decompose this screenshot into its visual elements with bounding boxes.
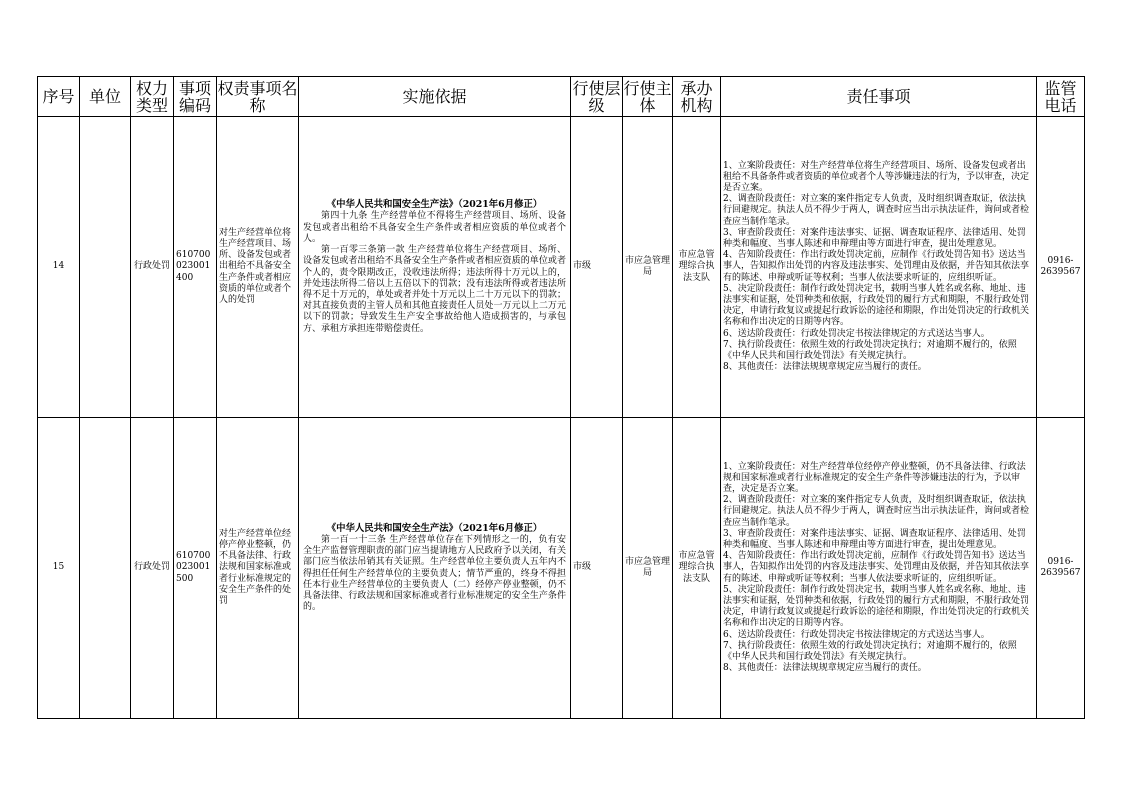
basis-cell (299, 418, 571, 719)
subject-cell (623, 117, 673, 418)
responsibility-item: 1、立案阶段责任：对生产经营单位将生产经营项目、场所、设备发包或者出租给不具备条件或者资质的单位或者个人等涉嫌违法的行为，予以审查，决定是否立案。 (723, 160, 1030, 193)
basis-cell (299, 117, 571, 418)
responsibility-item: 8、其他责任：法律法规规章规定应当履行的责任。 (723, 663, 927, 674)
name-cell (217, 117, 299, 418)
phone-cell (1037, 418, 1085, 719)
basis-paragraph: 第四十九条 生产经营单位不得将生产经营项目、场所、设备发包或者出租给不具备安全生产条件或者相应资质的单位或者个人。 (303, 211, 566, 244)
basis-paragraph: 第一百一十三条 生产经营单位存在下列情形之一的，负有安全生产监督管理职责的部门应当提请地方人民政府予以关闭，有关部门应当依法吊销其有关证照。生产经营单位主要负责人五年内不得担任任何生产经营单位的主要负责人；情节严重的，终身不得担任本行业生产经营单位的主要负责人（二）经停产停业整顿，仍不具备法律、行政法规和国家标准或者行业标准规定的安全生产条件的。 (303, 534, 566, 613)
responsibility-item: 7、执行阶段责任：依照生效的行政处罚决定执行；对逾期不履行的，依照《中华人民共和国行政处罚法》有关规定执行。 (723, 640, 1017, 663)
level-text: 市级 (573, 261, 592, 272)
header-cell: 承办机构 (673, 77, 721, 117)
agency-text: 市应急管理综合执法支队 (678, 551, 715, 584)
responsibility-item: 8、其他责任：法律法规规章规定应当履行的责任。 (723, 362, 927, 373)
unit-cell (80, 418, 131, 719)
code-text: 610700023001400 (176, 250, 211, 283)
table-row (38, 418, 1085, 719)
agency-text: 市应急管理综合执法支队 (678, 250, 715, 283)
code-cell (174, 418, 217, 719)
name-text: 对生产经营单位经停产停业整顿，仍不具备法律、行政法规和国家标准或者行业标准规定的安全生产条件的处罚 (219, 528, 292, 606)
subject-cell (623, 418, 673, 719)
subject-text: 市应急管理局 (625, 255, 671, 277)
seq-cell: 14 (38, 117, 80, 418)
name-cell (217, 418, 299, 719)
responsibility-cell (721, 418, 1037, 719)
code-cell (174, 117, 217, 418)
header-cell: 行使层级 (572, 78, 621, 115)
header-cell: 责任事项 (721, 77, 1037, 117)
seq-cell: 15 (38, 418, 80, 719)
responsibility-item: 4、告知阶段责任：作出行政处罚决定前，应制作《行政处罚告知书》送达当事人，告知拟作出处罚的内容及违法事实、处罚理由及依据，并告知其依法享有的陈述、申辩或听证等权利；当事人依法要求听证的，应组织听证。 (723, 250, 1030, 283)
power-type-cell: 行政处罚 (131, 117, 174, 418)
header-cell: 行使主体 (623, 78, 672, 115)
header-cell: 权力类型 (131, 77, 174, 117)
table-row (38, 117, 1085, 418)
phone-text: 0916-2639567 (1040, 556, 1081, 578)
subject-text: 市应急管理局 (625, 556, 671, 578)
responsibility-item: 4、告知阶段责任：作出行政处罚决定前，应制作《行政处罚告知书》送达当事人，告知拟作出处罚的内容及违法事实、处罚理由及依据，并告知其依法享有的陈述、申辩或听证等权利；当事人依法要求听证的，应组织听证。 (723, 551, 1030, 584)
basis-title: 《中华人民共和国安全生产法》（2021年6月修正） (326, 199, 543, 211)
responsibility-item: 7、执行阶段责任：依照生效的行政处罚决定执行；对逾期不履行的，依照《中华人民共和国行政处罚法》有关规定执行。 (723, 339, 1017, 362)
responsibility-item: 6、送达阶段责任：行政处罚决定书按法律规定的方式送达当事人。 (723, 328, 990, 339)
header-cell: 单位 (80, 77, 131, 117)
agency-cell (673, 418, 721, 719)
agency-cell (673, 117, 721, 418)
phone-cell (1037, 117, 1085, 418)
level-cell (571, 418, 623, 719)
basis-title: 《中华人民共和国安全生产法》（2021年6月修正） (326, 522, 543, 534)
responsibility-cell (721, 117, 1037, 418)
responsibility-item: 3、审查阶段责任：对案件违法事实、证据、调查取证程序、法律适用、处罚种类和幅度、当事人陈述和申辩理由等方面进行审查，提出处理意见。 (723, 528, 1026, 550)
power-type-cell: 行政处罚 (131, 418, 174, 719)
code-text: 610700023001500 (176, 551, 211, 584)
responsibility-item: 6、送达阶段责任：行政处罚决定书按法律规定的方式送达当事人。 (723, 629, 990, 640)
level-cell (571, 117, 623, 418)
unit-cell (80, 117, 131, 418)
responsibility-item: 3、审查阶段责任：对案件违法事实、证据、调查取证程序、法律适用、处罚种类和幅度、当事人陈述和申辩理由等方面进行审查，提出处理意见。 (723, 227, 1026, 249)
level-text: 市级 (573, 562, 592, 573)
responsibility-item: 2、调查阶段责任：对立案的案件指定专人负责，及时组织调查取证，依法执行回避规定。执法人员不得少于两人，调查时应当出示执法证件，询问或者检查应当制作笔录。 (723, 495, 1030, 528)
name-text: 对生产经营单位将生产经营项目、场所、设备发包或者出租给不具备安全生产条件或者相应资质的单位或者个人的处罚 (219, 227, 292, 305)
responsibility-item: 1、立案阶段责任：对生产经营单位经停产停业整顿，仍不具备法律、行政法规和国家标准或者行业标准规定的安全生产条件等涉嫌违法的行为，予以审查，决定是否立案。 (723, 461, 1026, 494)
phone-text: 0916-2639567 (1040, 255, 1081, 277)
header-cell: 监管电话 (1037, 77, 1085, 117)
table-header-row (38, 77, 1085, 117)
basis-paragraph: 第一百零三条第一款 生产经营单位将生产经营项目、场所、设备发包或者出租给不具备安全生产条件或者相应资质的单位或者个人的，责令限期改正，没收违法所得；违法所得十万元以上的，并处违法所得二倍以上五倍以下的罚款；没有违法所得或者违法所得不足十万元的，单处或者并处十万元以上二十万元以下的罚款；对其直接负责的主管人员和其他直接责任人员处一万元以上二万元以下的罚款；导致发生生产安全事故给他人造成损害的，与承包方、承租方承担连带赔偿责任。 (303, 245, 566, 334)
responsibility-item: 2、调查阶段责任：对立案的案件指定专人负责，及时组织调查取证，依法执行回避规定。执法人员不得少于两人，调查时应当出示执法证件，询问或者检查应当制作笔录。 (723, 194, 1030, 227)
header-cell: 权责事项名称 (217, 78, 298, 115)
responsibility-item: 5、决定阶段责任：制作行政处罚决定书，载明当事人姓名或名称、地址、违法事实和证据，处罚种类和依据，行政处罚的履行方式和期限，不服行政处罚决定，申请行政复议或提起行政诉讼的途径和期限，作出处罚决定的行政机关名称和作出决定的日期等内容。 (723, 283, 1030, 328)
power-list-table (37, 76, 1085, 719)
header-cell: 实施依据 (299, 77, 571, 117)
header-cell: 序号 (38, 77, 80, 117)
responsibility-item: 5、决定阶段责任：制作行政处罚决定书，载明当事人姓名或名称、地址、违法事实和证据，处罚种类和依据，行政处罚的履行方式和期限，不服行政处罚决定，申请行政复议或提起行政诉讼的途径和期限，作出处罚决定的行政机关名称和作出决定的日期等内容。 (723, 584, 1030, 629)
header-cell: 事项编码 (174, 77, 217, 117)
